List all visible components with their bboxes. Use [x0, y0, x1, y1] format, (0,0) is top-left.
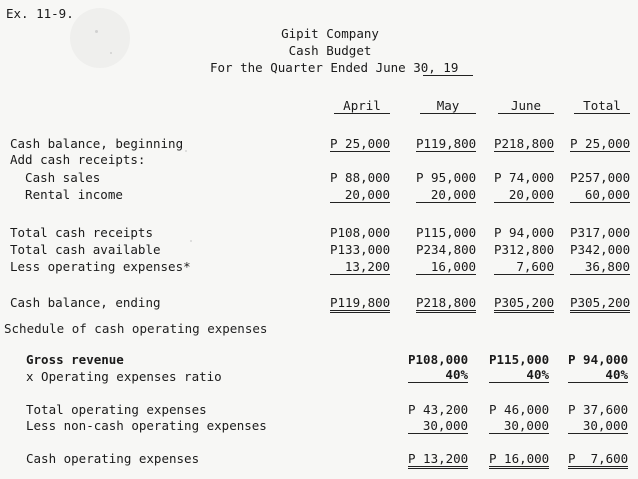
- cell-may: P 95,000: [416, 170, 477, 185]
- schedule-label-gross-revenue: Gross revenue: [26, 352, 124, 367]
- cell-may: P218,800: [416, 295, 476, 313]
- report-period: For the Quarter Ended June 30, 19: [210, 60, 459, 75]
- cell-may: 20,000: [416, 187, 476, 203]
- col-header-april: April: [334, 98, 390, 114]
- cell-april: P 88,000: [330, 170, 391, 185]
- row-label-cash-ending: Cash balance, ending: [10, 295, 161, 310]
- cell-may: P119,800: [416, 136, 477, 151]
- schedule-cell-june: 40%: [568, 367, 628, 383]
- cell-total: P257,000: [570, 170, 631, 185]
- schedule-cell-may: P 16,000: [489, 451, 549, 469]
- cell-april: 20,000: [330, 187, 390, 203]
- period-blank: [423, 75, 473, 76]
- cell-june: P305,200: [494, 295, 554, 313]
- report-title: Cash Budget: [288, 43, 372, 58]
- schedule-cell-may: 30,000: [489, 418, 549, 434]
- schedule-heading-cut: Schedule of cash operating expenses: [4, 321, 268, 336]
- schedule-label-cash-expenses: Cash operating expenses: [26, 451, 200, 466]
- exercise-number: Ex. 11-9.: [6, 6, 74, 21]
- cell-may: P234,800: [416, 242, 477, 257]
- cell-may: 16,000: [416, 259, 476, 275]
- cell-june: P218,800: [494, 136, 555, 151]
- schedule-cell-may: 40%: [489, 367, 549, 383]
- cell-total: P342,000: [570, 242, 631, 257]
- schedule-cell-may: P 46,000: [489, 402, 550, 417]
- cell-april: P119,800: [330, 295, 390, 313]
- cell-june: P312,800: [494, 242, 555, 257]
- cell-total: P305,200: [570, 295, 630, 313]
- cell-total: P 25,000: [570, 136, 631, 151]
- schedule-cell-may: P115,000: [489, 352, 550, 367]
- cell-total: P317,000: [570, 225, 631, 240]
- schedule-cell-june: P 37,600: [568, 402, 629, 417]
- schedule-cell-april: P 13,200: [408, 451, 468, 469]
- row-label-total-receipts: Total cash receipts: [10, 225, 153, 240]
- schedule-cell-june: 30,000: [568, 418, 628, 434]
- row-label-total-available: Total cash available: [10, 242, 161, 257]
- row-label-operating-expenses: Less operating expenses*: [10, 259, 191, 274]
- company-name: Gipit Company: [281, 26, 379, 41]
- row-label-cash-sales: Cash sales: [10, 170, 101, 185]
- row-label-add-receipts: Add cash receipts:: [10, 152, 146, 167]
- schedule-label-non-cash: Less non-cash operating expenses: [26, 418, 267, 433]
- cell-total: 60,000: [570, 187, 630, 203]
- cell-june: P 74,000: [494, 170, 555, 185]
- schedule-cell-april: P 43,200: [408, 402, 469, 417]
- schedule-cell-april: P108,000: [408, 352, 469, 367]
- schedule-cell-april: 40%: [408, 367, 468, 383]
- row-label-rental-income: Rental income: [10, 187, 123, 202]
- schedule-cell-june: P 94,000: [568, 352, 629, 367]
- cell-total: 36,800: [570, 259, 630, 275]
- cell-april: 13,200: [330, 259, 390, 275]
- col-header-june: June: [498, 98, 554, 114]
- cell-may: P115,000: [416, 225, 477, 240]
- cell-june: 20,000: [494, 187, 554, 203]
- col-header-total: Total: [574, 98, 630, 114]
- row-label-cash-beginning: Cash balance, beginning: [10, 136, 184, 151]
- schedule-cell-june: P 7,600: [568, 451, 628, 469]
- col-header-may: May: [420, 98, 476, 114]
- cell-april: P133,000: [330, 242, 391, 257]
- cell-april: P108,000: [330, 225, 391, 240]
- schedule-label-total-expenses: Total operating expenses: [26, 402, 207, 417]
- cell-april: P 25,000: [330, 136, 391, 151]
- schedule-label-expense-ratio: x Operating expenses ratio: [26, 369, 222, 384]
- schedule-cell-april: 30,000: [408, 418, 468, 434]
- cell-june: 7,600: [494, 259, 554, 275]
- cell-june: P 94,000: [494, 225, 555, 240]
